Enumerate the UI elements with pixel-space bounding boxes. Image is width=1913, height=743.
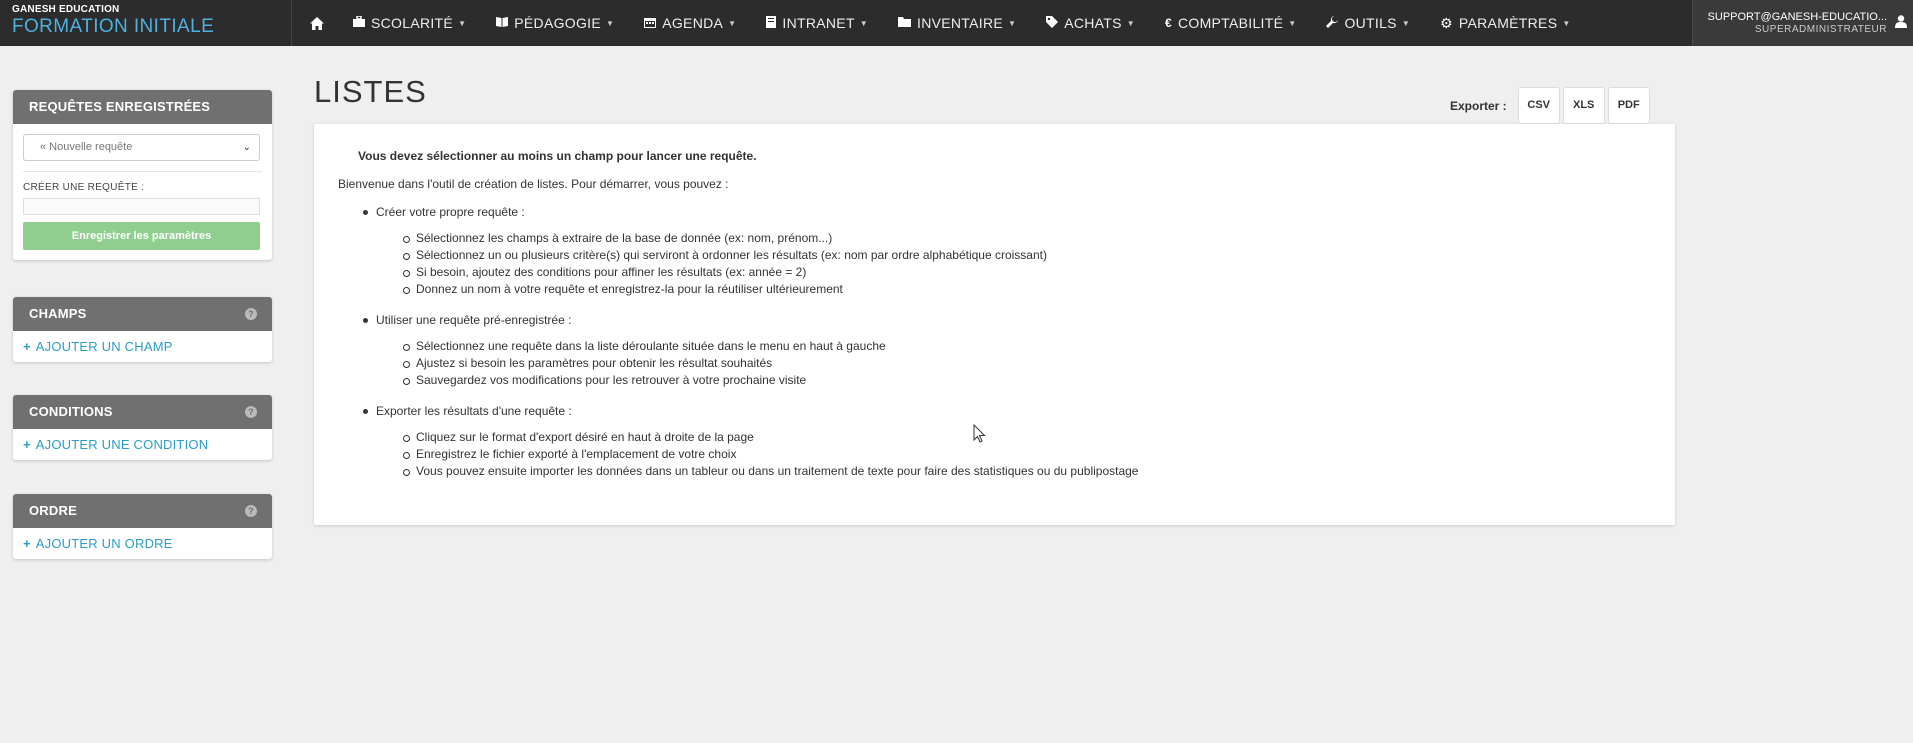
add-field-label: AJOUTER UN CHAMP bbox=[35, 339, 173, 354]
chevron-down-icon: ⌄ bbox=[242, 142, 251, 153]
nav-achats[interactable] bbox=[1031, 0, 1150, 46]
wrench-icon bbox=[1326, 16, 1338, 31]
conditions-title: CONDITIONS bbox=[29, 404, 113, 419]
nav-parametres[interactable] bbox=[1425, 0, 1586, 46]
help-sections bbox=[360, 204, 1138, 494]
saved-request-select[interactable] bbox=[23, 134, 260, 161]
list-item: Enregistrez le fichier exporté à l'emplacement de votre choix bbox=[400, 446, 1138, 463]
page-title: LISTES bbox=[314, 74, 427, 109]
list-item: Sélectionnez un ou plusieurs critère(s) qui serviront à ordonner les résultats (ex: nom par ordre alphabétique croissant) bbox=[400, 247, 1138, 264]
home-button[interactable] bbox=[298, 0, 338, 46]
order-panel bbox=[13, 494, 272, 559]
nav-outils-label: OUTILS bbox=[1344, 15, 1397, 31]
saved-requests-panel bbox=[13, 90, 272, 260]
chevron-down-icon: ▼ bbox=[1126, 18, 1135, 28]
add-order-link[interactable] bbox=[13, 528, 272, 559]
nav-intranet-label: INTRANET bbox=[782, 15, 855, 31]
help-section bbox=[360, 312, 1138, 389]
nav-outils[interactable] bbox=[1311, 0, 1425, 46]
home-icon bbox=[310, 17, 324, 30]
nav-achats-label: ACHATS bbox=[1064, 15, 1122, 31]
conditions-header bbox=[13, 395, 272, 429]
top-navbar bbox=[0, 0, 1913, 46]
create-request-label: CRÉER UNE REQUÊTE : bbox=[23, 182, 145, 193]
list-item: Cliquez sur le format d'export désiré en haut à droite de la page bbox=[400, 429, 1138, 446]
list-item: Sélectionnez une requête dans la liste déroulante située dans le menu en haut à gauche bbox=[400, 338, 1138, 355]
help-icon[interactable]: ? bbox=[245, 406, 257, 418]
nav-menu bbox=[292, 0, 1692, 46]
save-parameters-button[interactable]: Enregistrer les paramètres bbox=[23, 222, 260, 250]
help-content-panel bbox=[314, 124, 1675, 525]
intro-text: Bienvenue dans l'outil de création de listes. Pour démarrer, vous pouvez : bbox=[338, 177, 729, 191]
user-icon bbox=[1895, 15, 1907, 32]
order-header bbox=[13, 494, 272, 528]
brand[interactable] bbox=[0, 0, 292, 46]
export-label: Exporter : bbox=[1450, 98, 1507, 113]
chevron-down-icon: ▼ bbox=[1288, 18, 1297, 28]
help-section bbox=[360, 403, 1138, 480]
chevron-down-icon: ▼ bbox=[859, 18, 869, 28]
nav-agenda-label: AGENDA bbox=[662, 15, 724, 31]
fields-title: CHAMPS bbox=[29, 306, 87, 321]
chevron-down-icon: ▼ bbox=[1562, 18, 1571, 28]
tag-icon bbox=[1046, 16, 1058, 31]
list-item: Si besoin, ajoutez des conditions pour affiner les résultats (ex: année = 2) bbox=[400, 264, 1138, 281]
add-condition-link[interactable] bbox=[13, 429, 272, 460]
user-info bbox=[1708, 11, 1887, 36]
export-csv-button[interactable]: CSV bbox=[1518, 87, 1560, 124]
add-condition-label: AJOUTER UNE CONDITION bbox=[35, 437, 209, 452]
section-title: Créer votre propre requête : bbox=[376, 205, 525, 219]
nav-comptabilite[interactable] bbox=[1150, 0, 1311, 46]
folder-icon bbox=[898, 16, 911, 30]
nav-intranet[interactable] bbox=[751, 0, 883, 46]
mouse-cursor-icon bbox=[973, 424, 986, 448]
euro-icon: € bbox=[1165, 16, 1172, 30]
saved-request-select-value: « Nouvelle requête bbox=[40, 141, 133, 153]
nav-comptabilite-label: COMPTABILITÉ bbox=[1177, 15, 1284, 31]
plus-icon: + bbox=[23, 437, 31, 452]
request-name-input[interactable] bbox=[23, 198, 260, 215]
user-role: SUPERADMINISTRATEUR bbox=[1754, 23, 1887, 35]
order-title: ORDRE bbox=[29, 503, 77, 518]
chevron-down-icon: ▼ bbox=[606, 18, 615, 28]
brand-name: FORMATION INITIALE bbox=[12, 16, 215, 37]
user-menu[interactable] bbox=[1692, 0, 1913, 46]
list-item: Sélectionnez les champs à extraire de la base de donnée (ex: nom, prénom...) bbox=[400, 230, 1138, 247]
nav-agenda[interactable] bbox=[629, 0, 751, 46]
help-icon[interactable]: ? bbox=[245, 505, 257, 517]
chevron-down-icon: ▼ bbox=[1401, 18, 1411, 28]
chevron-down-icon: ▼ bbox=[728, 18, 737, 28]
nav-scolarite-label: SCOLARITÉ bbox=[371, 15, 454, 31]
plus-icon: + bbox=[23, 339, 31, 354]
list-item: Ajustez si besoin les paramètres pour obtenir les résultat souhaités bbox=[400, 355, 1138, 372]
nav-pedagogie-label: PÉDAGOGIE bbox=[514, 15, 602, 31]
briefcase-icon bbox=[353, 16, 365, 30]
list-item: Donnez un nom à votre requête et enregistrez-la pour la réutiliser ultérieurement bbox=[400, 281, 1138, 298]
nav-inventaire[interactable] bbox=[883, 0, 1031, 46]
conditions-panel bbox=[13, 395, 272, 460]
add-field-link[interactable] bbox=[13, 331, 272, 362]
plus-icon: + bbox=[23, 536, 31, 551]
divider bbox=[23, 171, 262, 172]
nav-parametres-label: PARAMÈTRES bbox=[1458, 15, 1558, 31]
fields-header bbox=[13, 297, 272, 331]
section-title: Utiliser une requête pré-enregistrée : bbox=[376, 313, 572, 327]
book-icon bbox=[496, 16, 508, 30]
help-icon[interactable]: ? bbox=[245, 308, 257, 320]
chevron-down-icon: ▼ bbox=[458, 18, 467, 28]
export-pdf-button[interactable]: PDF bbox=[1608, 87, 1650, 124]
list-item: Vous pouvez ensuite importer les données dans un tableur ou dans un traitement de texte pour faire des statistiques ou du publipostage bbox=[400, 463, 1138, 480]
list-item: Sauvegardez vos modifications pour les retrouver à votre prochaine visite bbox=[400, 372, 1138, 389]
gear-icon: ⚙ bbox=[1440, 14, 1453, 31]
brand-org: GANESH EDUCATION bbox=[12, 4, 120, 15]
add-order-label: AJOUTER UN ORDRE bbox=[35, 536, 173, 551]
export-toolbar bbox=[1450, 87, 1650, 124]
user-email: SUPPORT@GANESH-EDUCATIO... bbox=[1707, 10, 1887, 23]
nav-inventaire-label: INVENTAIRE bbox=[917, 15, 1003, 31]
nav-pedagogie[interactable] bbox=[481, 0, 629, 46]
nav-scolarite[interactable] bbox=[338, 0, 481, 46]
fields-panel bbox=[13, 297, 272, 362]
help-section bbox=[360, 204, 1138, 298]
section-title: Exporter les résultats d'une requête : bbox=[376, 404, 572, 418]
chevron-down-icon: ▼ bbox=[1008, 18, 1017, 28]
calendar-icon bbox=[644, 16, 656, 31]
warning-message: Vous devez sélectionner au moins un champ pour lancer une requête. bbox=[358, 149, 757, 163]
saved-requests-title: REQUÊTES ENREGISTRÉES bbox=[13, 90, 272, 124]
document-icon bbox=[766, 16, 776, 31]
export-xls-button[interactable]: XLS bbox=[1563, 87, 1605, 124]
